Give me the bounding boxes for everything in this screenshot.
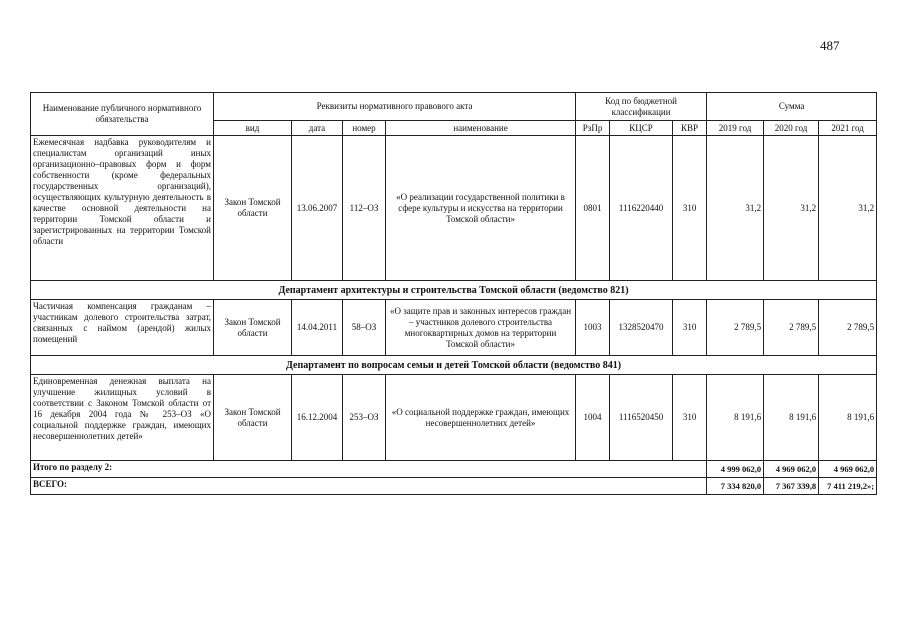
kvr-code: 310 — [673, 375, 707, 461]
act-type: Закон Томской области — [214, 300, 292, 356]
header-title: наименование — [386, 121, 576, 136]
sum-2021: 8 191,6 — [819, 375, 877, 461]
act-number: 112–ОЗ — [343, 136, 386, 281]
sum-2019: 31,2 — [707, 136, 764, 281]
header-sum-group: Сумма — [707, 93, 877, 121]
kcsr-code: 1328520470 — [610, 300, 673, 356]
header-rzpr: РзПр — [576, 121, 610, 136]
obligation-name: Ежемесячная надбавка руководителям и специалистам организаций иных организационно–правовых форм и форм собственности (кроме федеральных государственных организаций), осуществляющих культурную деятельность в качестве основной деятельности на территории Томской области и зарегистрированных на территории Томской области — [31, 136, 214, 281]
section-row — [31, 281, 877, 300]
obligation-name: Единовременная денежная выплата на улучшение жилищных условий в соответствии с Законом Томской области от 16 декабря 2004 года № 253–ОЗ «О социальной поддержке граждан, имеющих несовершеннолетних детей» — [31, 375, 214, 461]
act-title: «О социальной поддержке граждан, имеющих несовершеннолетних детей» — [386, 375, 576, 461]
act-number: 253–ОЗ — [343, 375, 386, 461]
obligation-name: Частичная компенсация гражданам – участникам долевого строительства затрат, связанных с наймом (арендой) жилых помещений — [31, 300, 214, 356]
table-row — [31, 375, 877, 461]
header-kcsr: КЦСР — [610, 121, 673, 136]
act-number: 58–ОЗ — [343, 300, 386, 356]
header-2019: 2019 год — [707, 121, 764, 136]
table-row — [31, 136, 877, 281]
budget-table — [30, 92, 877, 495]
section-total-2020: 4 969 062,0 — [764, 461, 819, 478]
header-vid: вид — [214, 121, 292, 136]
header-name-col: Наименование публичного нормативного обязательства — [31, 93, 214, 136]
section-row — [31, 356, 877, 375]
sum-2020: 31,2 — [764, 136, 819, 281]
header-row-1 — [31, 93, 877, 121]
header-num: номер — [343, 121, 386, 136]
grand-total-2021: 7 411 219,2»; — [819, 478, 877, 495]
page-number: 487 — [820, 38, 840, 53]
sum-2020: 8 191,6 — [764, 375, 819, 461]
section-title: Департамент архитектуры и строительства Томской области (ведомство 821) — [31, 281, 877, 300]
sum-2021: 31,2 — [819, 136, 877, 281]
act-date: 13.06.2007 — [292, 136, 343, 281]
grand-total-label: ВСЕГО: — [31, 478, 707, 495]
act-type: Закон Томской области — [214, 375, 292, 461]
section-total-2021: 4 969 062,0 — [819, 461, 877, 478]
section-total-row — [31, 461, 877, 478]
header-date: дата — [292, 121, 343, 136]
sum-2020: 2 789,5 — [764, 300, 819, 356]
header-code-group: Код по бюджетной классификации — [576, 93, 707, 121]
sum-2021: 2 789,5 — [819, 300, 877, 356]
kvr-code: 310 — [673, 136, 707, 281]
table-row — [31, 300, 877, 356]
sum-2019: 2 789,5 — [707, 300, 764, 356]
kcsr-code: 1116220440 — [610, 136, 673, 281]
rzpr-code: 0801 — [576, 136, 610, 281]
section-total-2019: 4 999 062,0 — [707, 461, 764, 478]
grand-total-2019: 7 334 820,0 — [707, 478, 764, 495]
header-act-group: Реквизиты нормативного правового акта — [214, 93, 576, 121]
grand-total-row — [31, 478, 877, 495]
grand-total-2020: 7 367 339,8 — [764, 478, 819, 495]
act-date: 14.04.2011 — [292, 300, 343, 356]
kcsr-code: 1116520450 — [610, 375, 673, 461]
header-2021: 2021 год — [819, 121, 877, 136]
section-total-label: Итого по разделу 2: — [31, 461, 707, 478]
header-2020: 2020 год — [764, 121, 819, 136]
act-title: «О реализации государственной политики в сфере культуры и искусства на территории Томской области» — [386, 136, 576, 281]
rzpr-code: 1003 — [576, 300, 610, 356]
kvr-code: 310 — [673, 300, 707, 356]
header-kvr: КВР — [673, 121, 707, 136]
act-title: «О защите прав и законных интересов граждан – участников долевого строительства многоквартирных домов на территории Томской области» — [386, 300, 576, 356]
act-type: Закон Томской области — [214, 136, 292, 281]
section-title: Департамент по вопросам семьи и детей Томской области (ведомство 841) — [31, 356, 877, 375]
sum-2019: 8 191,6 — [707, 375, 764, 461]
act-date: 16.12.2004 — [292, 375, 343, 461]
rzpr-code: 1004 — [576, 375, 610, 461]
